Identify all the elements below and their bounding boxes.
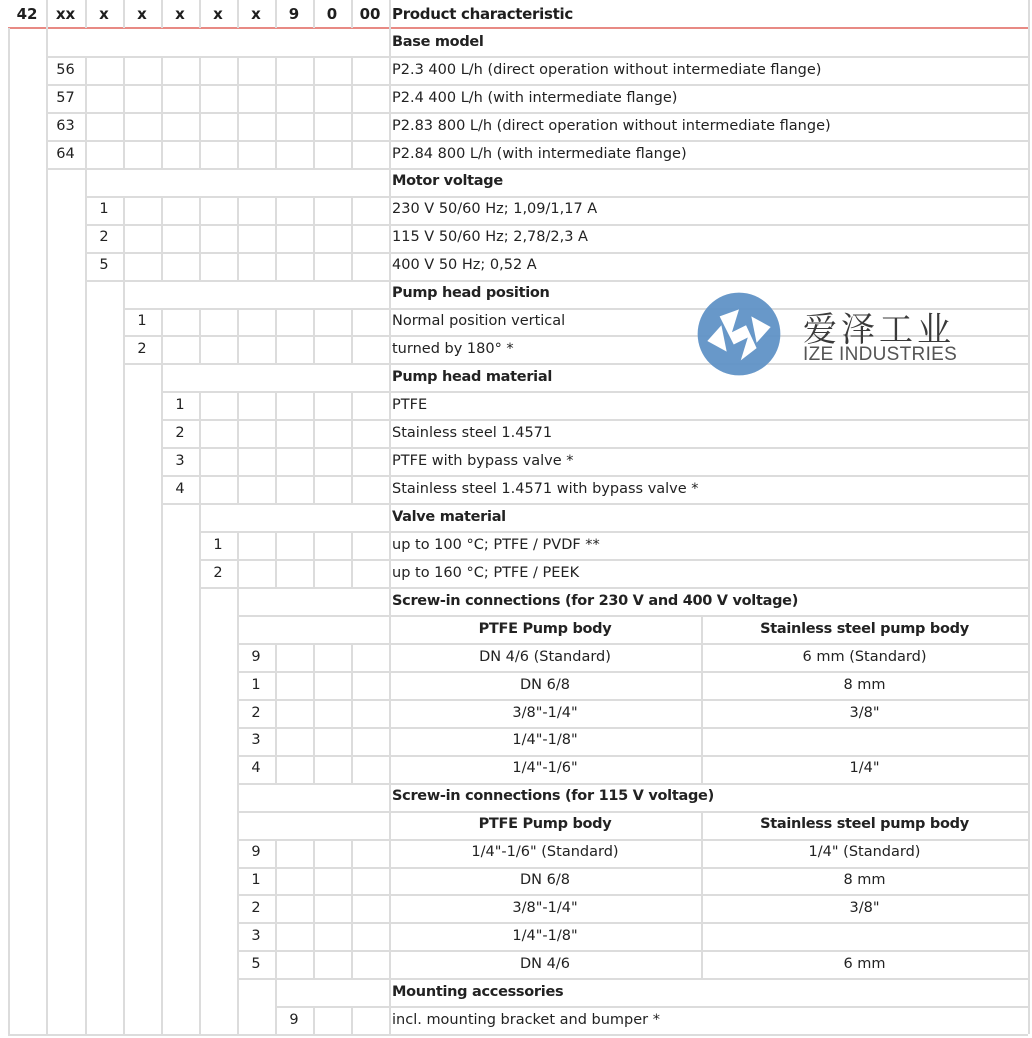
grid-line: [351, 755, 353, 783]
option-row-text: PTFE: [392, 397, 428, 414]
grid-line: [275, 671, 277, 699]
grid-line: [313, 196, 315, 224]
grid-line: [275, 699, 277, 727]
header-code: x: [99, 4, 109, 23]
connection-ptfe: DN 6/8: [520, 872, 570, 889]
header-code: 9: [288, 4, 300, 23]
connection-steel: [701, 922, 1028, 950]
grid-line: [237, 475, 239, 503]
grid-line: [123, 112, 125, 140]
grid-line: [237, 783, 239, 1035]
grid-line: [161, 335, 163, 363]
grid-line: [275, 140, 277, 168]
grid-line: [701, 867, 703, 895]
grid-line: [199, 308, 201, 336]
grid-line: [275, 531, 277, 559]
grid-line: [351, 727, 353, 755]
connection-code: 1: [251, 872, 261, 889]
grid-line: [313, 894, 315, 922]
option-row-code: 57: [56, 89, 75, 106]
connection-code: 1: [251, 676, 261, 693]
grid-line: [199, 0, 201, 28]
grid-line: [313, 252, 315, 280]
option-row-text: 400 V 50 Hz; 0,52 A: [392, 257, 537, 274]
watermark-name-en: IZE INDUSTRIES: [803, 344, 958, 365]
grid-line: [123, 252, 125, 280]
grid-line: [199, 252, 201, 280]
grid-line: [237, 140, 239, 168]
grid-line: [275, 224, 277, 252]
connection-ptfe: DN 4/6 (Standard): [479, 648, 611, 665]
grid-line: [351, 391, 353, 419]
grid-line: [275, 335, 277, 363]
grid-line: [313, 839, 315, 867]
grid-line: [237, 112, 239, 140]
header-title: Product characteristic: [392, 4, 573, 23]
option-row-text: Stainless steel 1.4571 with bypass valve *: [392, 480, 699, 497]
grid-line: [313, 922, 315, 950]
connections-title: Screw-in connections (for 230 V and 400 V voltage): [392, 592, 799, 609]
option-row-code: 63: [56, 117, 75, 134]
grid-line: [351, 1006, 353, 1034]
grid-line: [237, 0, 239, 28]
grid-line: [275, 84, 277, 112]
grid-line: [123, 280, 125, 1035]
grid-line: [161, 196, 163, 224]
connection-ptfe: 3/8"-1/4": [512, 900, 578, 917]
connection-ptfe: 1/4"-1/8": [512, 928, 578, 945]
grid-line: [701, 727, 703, 755]
grid-line: [199, 56, 201, 84]
mounting-row-code: 9: [289, 1011, 299, 1028]
connection-ptfe: 1/4"-1/6" (Standard): [471, 844, 619, 861]
grid-line: [351, 559, 353, 587]
connection-steel: 8 mm: [843, 676, 886, 693]
grid-line: [199, 84, 201, 112]
grid-line: [701, 811, 703, 839]
grid-line: [85, 140, 87, 168]
grid-line: [123, 56, 125, 84]
grid-line: [351, 335, 353, 363]
grid-line: [351, 419, 353, 447]
grid-line: [46, 0, 48, 28]
grid-line: [237, 308, 239, 336]
grid-line: [313, 1006, 315, 1034]
grid-line: [237, 56, 239, 84]
connection-code: 3: [251, 732, 261, 749]
grid-line: [701, 615, 703, 643]
grid-line: [275, 56, 277, 84]
grid-line: [313, 475, 315, 503]
option-row-text: 115 V 50/60 Hz; 2,78/2,3 A: [392, 229, 588, 246]
grid-line: [123, 196, 125, 224]
column-header-ptfe: PTFE Pump body: [478, 620, 612, 637]
grid-line: [275, 922, 277, 950]
grid-line: [237, 391, 239, 419]
header-code: 42: [16, 4, 38, 23]
grid-line: [313, 727, 315, 755]
grid-line: [313, 643, 315, 671]
mounting-title: Mounting accessories: [392, 984, 564, 1001]
option-row-code: 1: [175, 397, 185, 414]
grid-line: [275, 643, 277, 671]
option-row-text: 230 V 50/60 Hz; 1,09/1,17 A: [392, 201, 598, 218]
grid-line: [275, 978, 277, 1034]
option-row-text: P2.84 800 L/h (with intermediate flange): [392, 145, 687, 162]
column-header-steel: Stainless steel pump body: [760, 816, 969, 833]
grid-line: [161, 0, 163, 28]
connection-code: 2: [251, 900, 261, 917]
connection-code: 3: [251, 928, 261, 945]
grid-line: [351, 839, 353, 867]
header-code: 0: [326, 4, 338, 23]
grid-line: [701, 922, 703, 950]
grid-line: [351, 699, 353, 727]
header-code: 00: [359, 4, 381, 23]
grid-line: [275, 391, 277, 419]
grid-line: [275, 475, 277, 503]
grid-line: [199, 224, 201, 252]
grid-line: [85, 56, 87, 84]
grid-line: [199, 112, 201, 140]
column-header-steel: Stainless steel pump body: [760, 620, 969, 637]
grid-line: [351, 950, 353, 978]
grid-line: [237, 335, 239, 363]
grid-line: [351, 894, 353, 922]
grid-line: [275, 755, 277, 783]
grid-line: [351, 112, 353, 140]
grid-line: [351, 196, 353, 224]
connection-code: 2: [251, 704, 261, 721]
option-row-code: 2: [175, 425, 185, 442]
watermark-name-cn: 爱泽工业: [803, 310, 955, 350]
grid-line: [275, 252, 277, 280]
grid-line: [701, 950, 703, 978]
option-row-code: 3: [175, 452, 185, 469]
header-code: x: [213, 4, 223, 23]
connection-steel: [701, 727, 1028, 755]
grid-line: [701, 839, 703, 867]
grid-line: [237, 559, 239, 587]
grid-line: [275, 0, 277, 28]
option-row-text: up to 160 °C; PTFE / PEEK: [392, 564, 580, 581]
option-row-text: turned by 180° *: [392, 341, 514, 358]
grid-line: [199, 475, 201, 503]
grid-line: [161, 308, 163, 336]
grid-line: [161, 252, 163, 280]
grid-line: [313, 140, 315, 168]
option-row-code: 5: [99, 257, 109, 274]
grid-line: [701, 643, 703, 671]
grid-line: [85, 112, 87, 140]
grid-line: [85, 84, 87, 112]
section-title: Valve material: [392, 508, 506, 525]
connection-code: 5: [251, 956, 261, 973]
option-row-code: 4: [175, 480, 185, 497]
grid-line: [313, 224, 315, 252]
option-row-code: 64: [56, 145, 75, 162]
option-row-code: 1: [137, 313, 147, 330]
connection-code: 4: [251, 760, 261, 777]
grid-line: [313, 84, 315, 112]
grid-line: [351, 140, 353, 168]
grid-line: [8, 1034, 1028, 1036]
grid-line: [313, 531, 315, 559]
connection-code: 9: [251, 844, 261, 861]
grid-line: [313, 559, 315, 587]
connection-steel: 1/4" (Standard): [808, 844, 921, 861]
grid-line: [701, 894, 703, 922]
grid-line: [351, 867, 353, 895]
grid-line: [123, 224, 125, 252]
grid-line: [701, 671, 703, 699]
grid-line: [351, 84, 353, 112]
grid-line: [161, 84, 163, 112]
grid-line: [389, 0, 391, 28]
section-title: Base model: [392, 33, 484, 50]
grid-line: [275, 894, 277, 922]
connection-ptfe: DN 4/6: [520, 956, 570, 973]
grid-line: [199, 419, 201, 447]
option-row-code: 2: [99, 229, 109, 246]
grid-line: [199, 447, 201, 475]
grid-line: [275, 839, 277, 867]
grid-line: [313, 699, 315, 727]
grid-line: [237, 224, 239, 252]
grid-line: [161, 363, 163, 1034]
grid-line: [313, 671, 315, 699]
grid-line: [701, 755, 703, 783]
connection-steel: 3/8": [849, 900, 880, 917]
grid-line: [275, 950, 277, 978]
grid-line: [351, 531, 353, 559]
connection-steel: 6 mm (Standard): [802, 648, 927, 665]
grid-line: [313, 447, 315, 475]
header-code: x: [137, 4, 147, 23]
grid-line: [123, 140, 125, 168]
grid-line: [313, 419, 315, 447]
grid-line: [313, 867, 315, 895]
grid-line: [237, 84, 239, 112]
grid-line: [199, 503, 201, 1034]
grid-line: [275, 112, 277, 140]
grid-line: [351, 922, 353, 950]
grid-line: [8, 28, 10, 1034]
grid-line: [351, 56, 353, 84]
option-row-code: 56: [56, 61, 75, 78]
option-row-code: 1: [99, 201, 109, 218]
option-row-text: up to 100 °C; PTFE / PVDF **: [392, 536, 600, 553]
grid-line: [123, 84, 125, 112]
grid-line: [275, 196, 277, 224]
column-header-ptfe: PTFE Pump body: [478, 816, 612, 833]
grid-line: [351, 643, 353, 671]
grid-line: [275, 419, 277, 447]
grid-line: [351, 308, 353, 336]
grid-line: [85, 0, 87, 28]
grid-line: [237, 419, 239, 447]
grid-line: [275, 727, 277, 755]
grid-line: [161, 140, 163, 168]
option-row-code: 2: [137, 341, 147, 358]
grid-line: [237, 196, 239, 224]
grid-line: [313, 308, 315, 336]
option-row-code: 1: [213, 536, 223, 553]
option-row-text: PTFE with bypass valve *: [392, 452, 574, 469]
connection-ptfe: 1/4"-1/8": [512, 732, 578, 749]
mounting-row-text: incl. mounting bracket and bumper *: [392, 1011, 661, 1028]
connection-code: 9: [251, 648, 261, 665]
grid-line: [199, 140, 201, 168]
header-code: xx: [55, 4, 76, 23]
grid-line: [161, 112, 163, 140]
section-title: Pump head position: [392, 285, 550, 302]
connection-ptfe: DN 6/8: [520, 676, 570, 693]
option-row-text: Normal position vertical: [392, 313, 566, 330]
connection-steel: 8 mm: [843, 872, 886, 889]
grid-line: [351, 447, 353, 475]
grid-line: [46, 28, 48, 1034]
connection-steel: 1/4": [849, 760, 880, 777]
grid-line: [237, 447, 239, 475]
watermark-logo: [695, 290, 965, 385]
option-row-text: P2.83 800 L/h (direct operation without intermediate flange): [392, 117, 831, 134]
grid-line: [237, 531, 239, 559]
grid-line: [313, 112, 315, 140]
option-row-text: P2.3 400 L/h (direct operation without intermediate flange): [392, 61, 822, 78]
grid-line: [85, 168, 87, 1034]
grid-line: [313, 56, 315, 84]
section-title: Motor voltage: [392, 173, 503, 190]
grid-line: [199, 391, 201, 419]
grid-line: [389, 28, 391, 1034]
grid-line: [199, 196, 201, 224]
grid-line: [351, 252, 353, 280]
grid-line: [313, 950, 315, 978]
grid-line: [161, 224, 163, 252]
grid-line: [313, 391, 315, 419]
grid-line: [351, 671, 353, 699]
connection-steel: 6 mm: [843, 956, 886, 973]
ize-logo-icon: [695, 290, 783, 378]
grid-line: [313, 755, 315, 783]
grid-line: [275, 867, 277, 895]
connection-ptfe: 1/4"-1/6": [512, 760, 578, 777]
grid-line: [275, 447, 277, 475]
option-row-text: Stainless steel 1.4571: [392, 425, 553, 442]
grid-line: [123, 0, 125, 28]
grid-line: [701, 699, 703, 727]
connection-steel: 3/8": [849, 704, 880, 721]
header-code: x: [251, 4, 261, 23]
section-title: Pump head material: [392, 369, 552, 386]
option-row-text: P2.4 400 L/h (with intermediate flange): [392, 89, 678, 106]
header-code: x: [175, 4, 185, 23]
grid-line: [161, 56, 163, 84]
grid-line: [237, 252, 239, 280]
grid-line: [1028, 0, 1030, 1034]
grid-line: [351, 224, 353, 252]
grid-line: [313, 0, 315, 28]
grid-line: [351, 475, 353, 503]
option-row-code: 2: [213, 564, 223, 581]
grid-line: [313, 335, 315, 363]
grid-line: [199, 335, 201, 363]
grid-line: [351, 0, 353, 28]
grid-line: [275, 559, 277, 587]
connection-ptfe: 3/8"-1/4": [512, 704, 578, 721]
connections-title: Screw-in connections (for 115 V voltage): [392, 788, 714, 805]
grid-line: [275, 308, 277, 336]
